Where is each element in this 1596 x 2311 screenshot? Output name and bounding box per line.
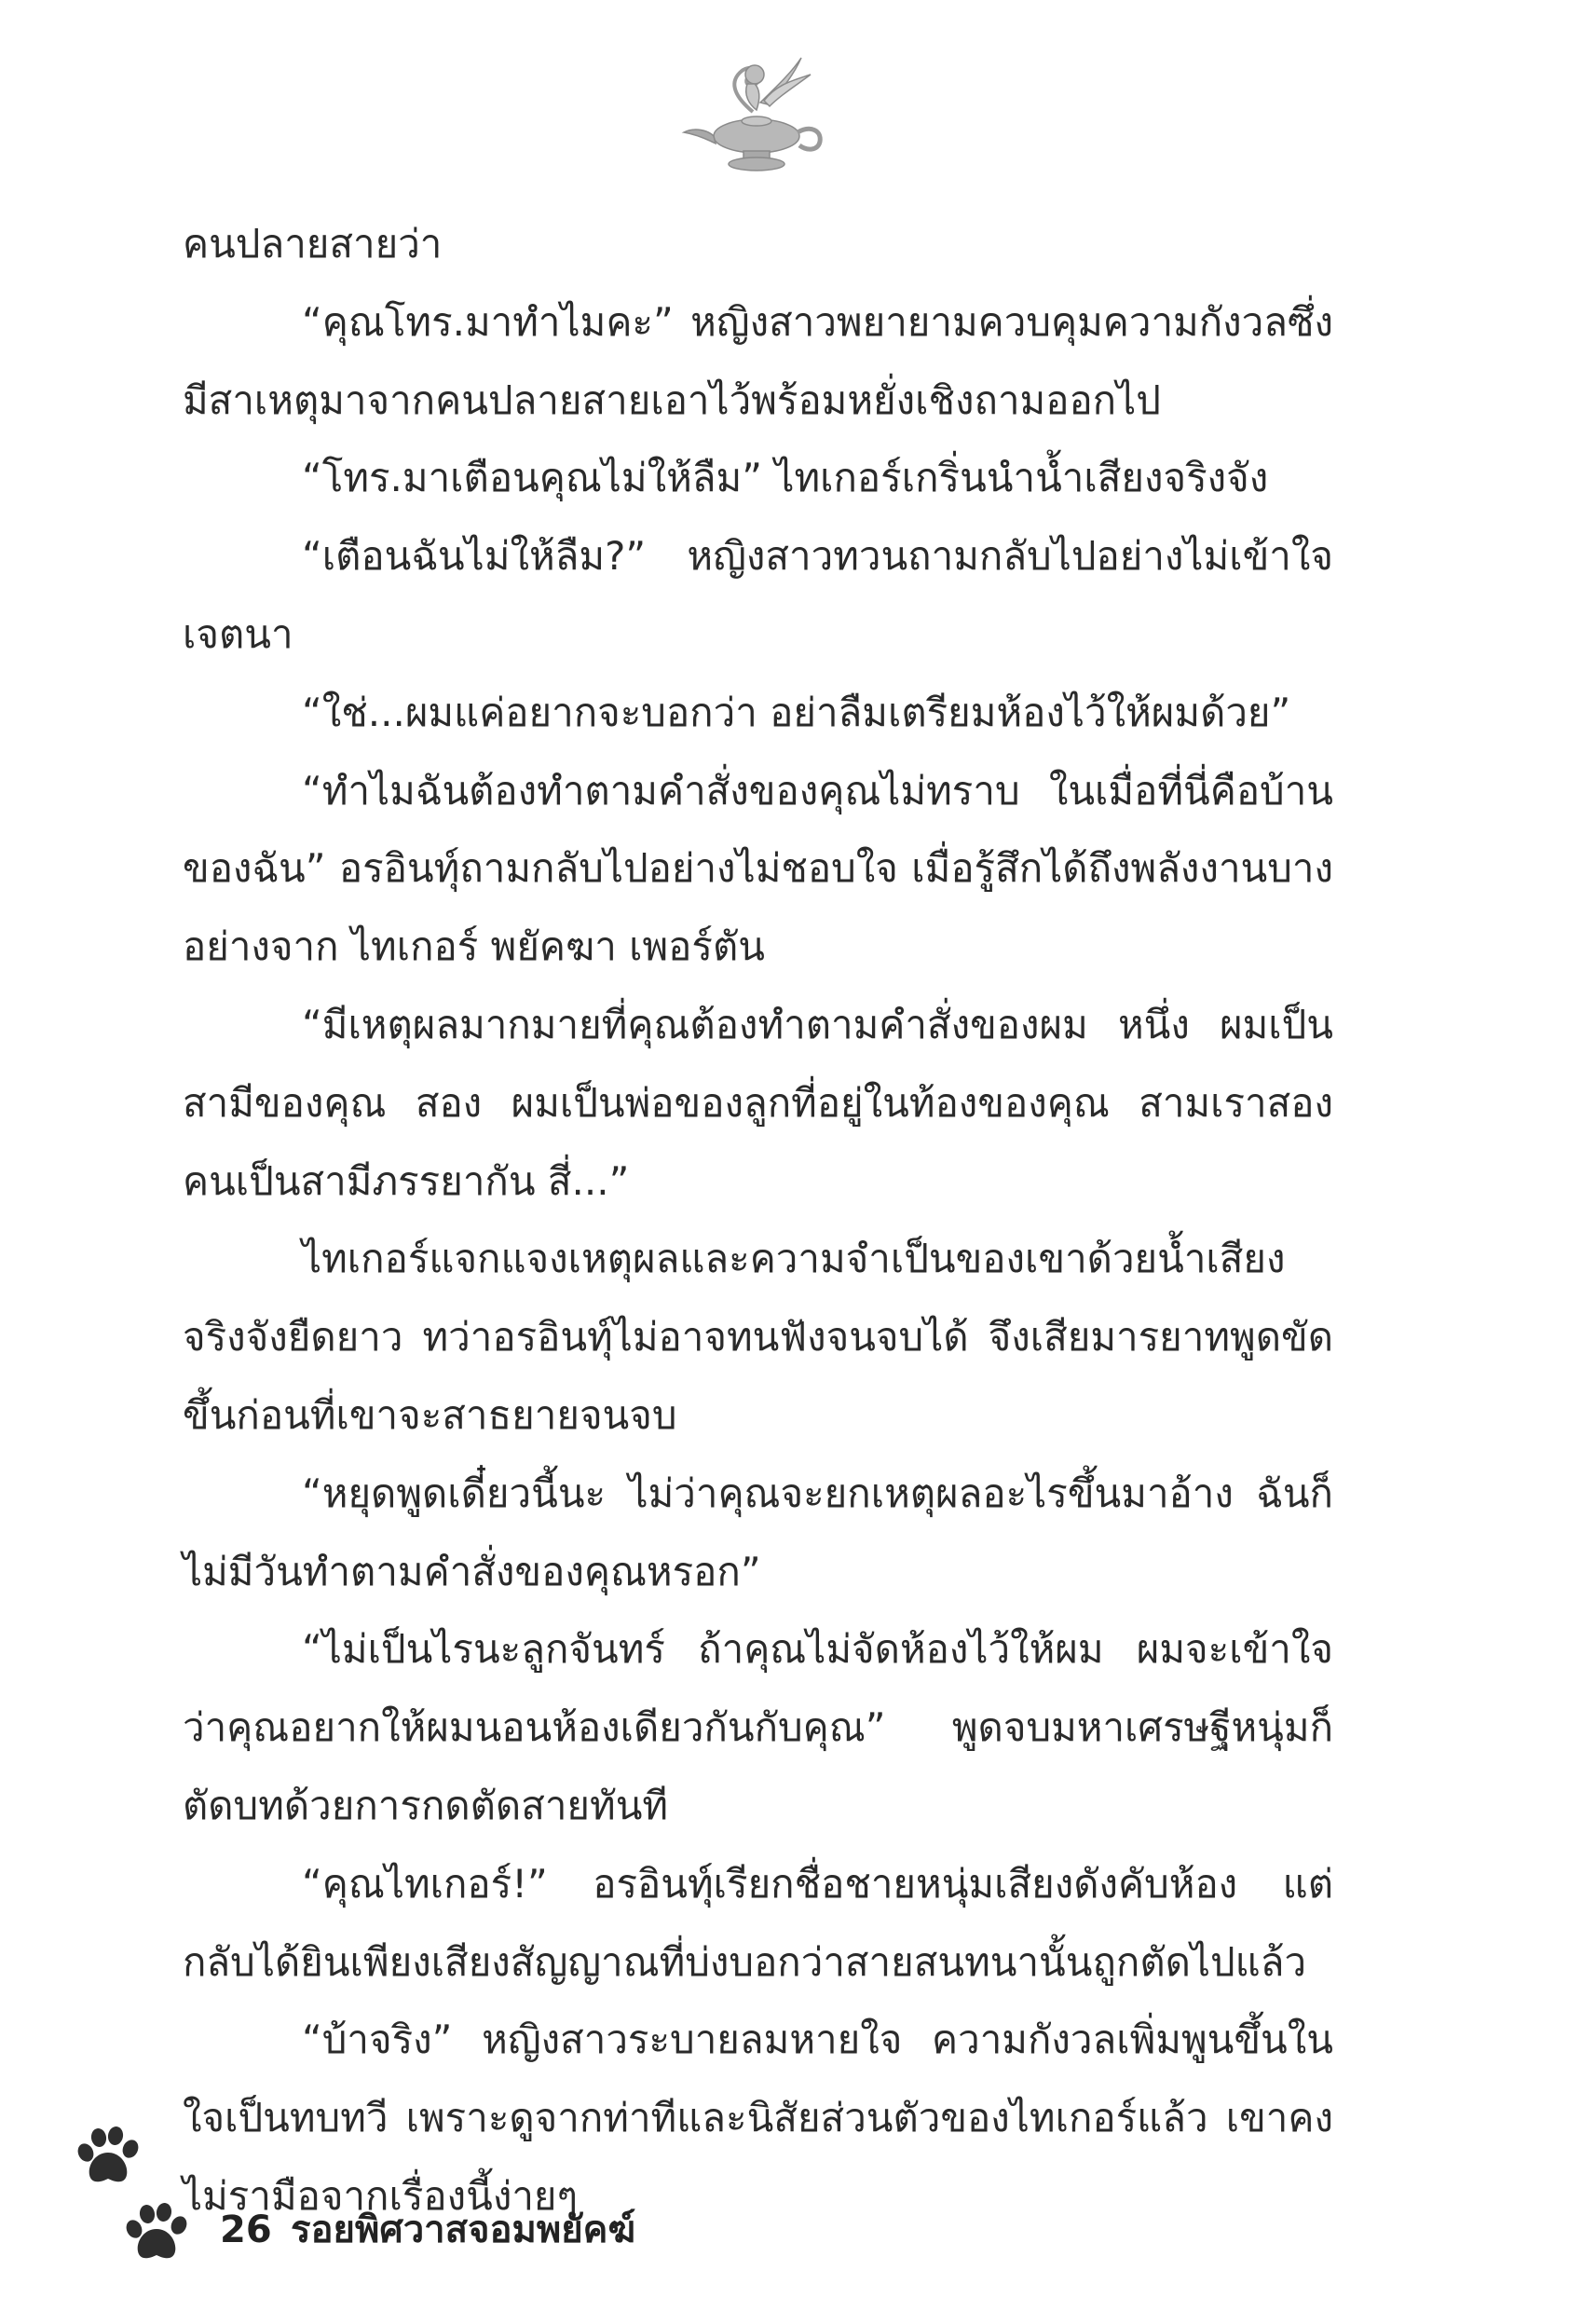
paw-print-icon xyxy=(75,2125,142,2190)
paragraph: “ทำไมฉันต้องทำตามคำสั่งของคุณไม่ทราบ ในเมื่อที่นี่คือบ้านของฉัน” อรอินทุ์ถามกลับไปอย่างไม่ชอบใจ เมื่อรู้สึกได้ถึงพลังงานบางอย่างจาก ไทเกอร์ พยัคฆา เพอร์ตัน xyxy=(183,767,1333,970)
paragraph: คนปลายสายว่า xyxy=(183,221,443,267)
paragraph: “ไม่เป็นไรนะลูกจันทร์ ถ้าคุณไม่จัดห้องไว้ให้ผม ผมจะเข้าใจว่าคุณอยากให้ผมนอนห้องเดียวกันกับคุณ” พูดจบมหาเศรษฐีหนุ่มก็ตัดบทด้วยการกดตัดสายทันที xyxy=(183,1626,1333,1828)
paragraph: “มีเหตุผลมากมายที่คุณต้องทำตามคำสั่งของผม หนึ่ง ผมเป็นสามีของคุณ สอง ผมเป็นพ่อของลูกที่อยู่ในท้องของคุณ สามเราสองคนเป็นสามีภรรยากัน สี่...” xyxy=(183,1001,1333,1204)
page-footer xyxy=(75,2125,820,2274)
paragraph: “คุณโทร.มาทำไมคะ” หญิงสาวพยายามควบคุมความกังวลซึ่งมีสาเหตุมาจากคนปลายสายเอาไว้พร้อมหยั่งเชิงถามออกไป xyxy=(183,298,1333,423)
paragraph: “คุณไทเกอร์!” อรอินทุ์เรียกชื่อชายหนุ่มเสียงดังคับห้อง แต่กลับได้ยินเพียงเสียงสัญญาณที่บ่งบอกว่าสายสนทนานั้นถูกตัดไปแล้ว xyxy=(183,1860,1333,1985)
genie-lamp-ornament-icon xyxy=(671,47,829,177)
book-title: รอยพิศวาสจอมพยัคฆ์ xyxy=(291,2208,636,2251)
paragraph: “บ้าจริง” หญิงสาวระบายลมหายใจ ความกังวลเพิ่มพูนขึ้นในใจเป็นทบทวี เพราะดูจากท่าทีและนิสัยส่วนตัวของไทเกอร์แล้ว เขาคงไม่รามือจากเรื่องนี้ง่ายๆ xyxy=(183,2017,1333,2219)
page-number: 26 xyxy=(220,2208,272,2251)
paragraph: ไทเกอร์แจกแจงเหตุผลและความจำเป็นของเขาด้วยน้ำเสียงจริงจังยืดยาว ทว่าอรอินทุ์ไม่อาจทนฟังจนจบได้ จึงเสียมารยาทพูดขัดขึ้นก่อนที่เขาจะสาธยายจนจบ xyxy=(183,1236,1333,1438)
paragraph: “โทร.มาเตือนคุณไม่ให้ลืม” ไทเกอร์เกริ่นนำน้ำเสียงจริงจัง xyxy=(302,455,1269,501)
body-text xyxy=(183,205,1333,2236)
paragraph: “เตือนฉันไม่ให้ลืม?” หญิงสาวทวนถามกลับไปอย่างไม่เข้าใจเจตนา xyxy=(183,533,1333,657)
paw-print-icon xyxy=(123,2201,190,2266)
paragraph: “ใช่...ผมแค่อยากจะบอกว่า อย่าลืมเตรียมห้องไว้ให้ผมด้วย” xyxy=(302,689,1291,735)
paragraph: “หยุดพูดเดี๋ยวนี้นะ ไม่ว่าคุณจะยกเหตุผลอะไรขึ้นมาอ้าง ฉันก็ไม่มีวันทำตามคำสั่งของคุณหรอก” xyxy=(183,1470,1333,1594)
